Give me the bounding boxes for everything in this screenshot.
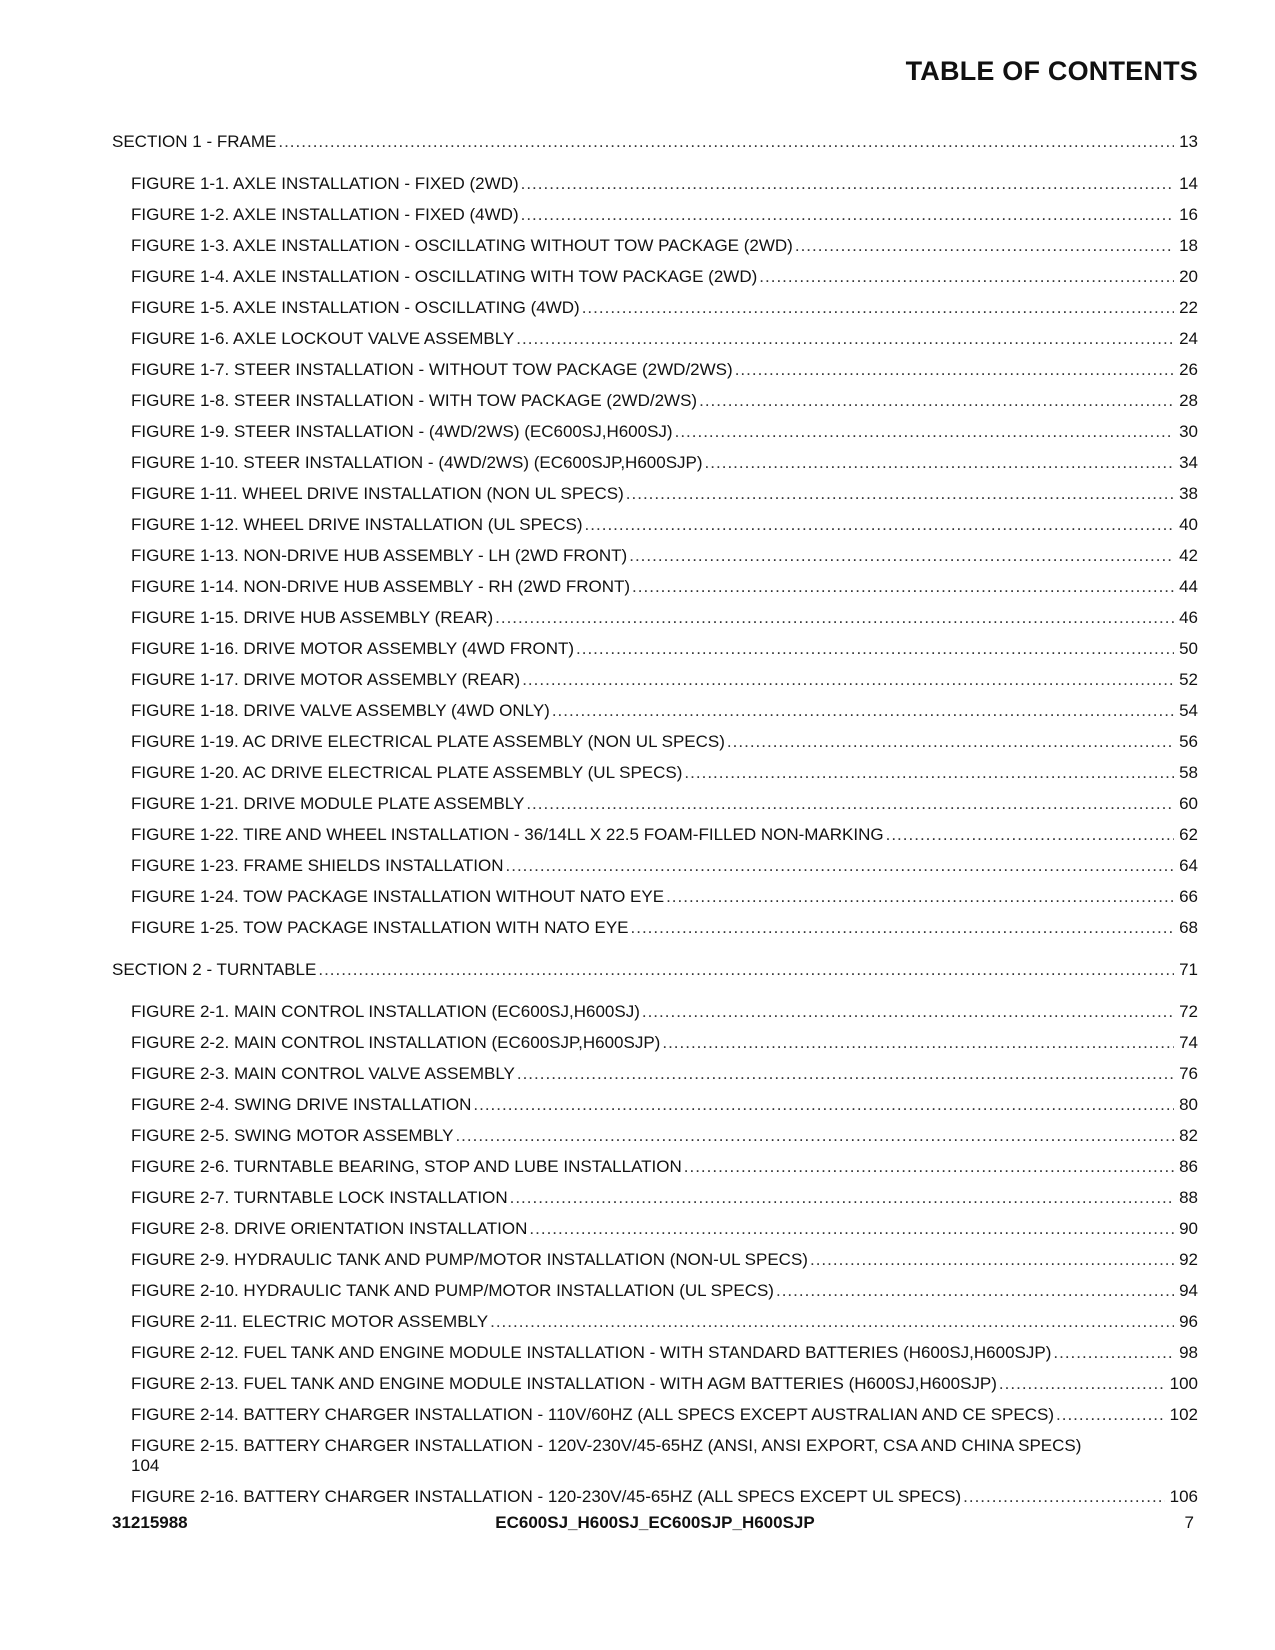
figure-leader-line (131, 1456, 1198, 1476)
figure-page-number: 106 (1169, 1487, 1198, 1506)
dot-leader (582, 298, 1174, 318)
toc-figure-entry[interactable] (112, 391, 1198, 411)
figure-label: FIGURE 1-25. TOW PACKAGE INSTALLATION WITH NATO EYE (131, 918, 629, 937)
toc-figure-entry[interactable] (112, 1002, 1198, 1022)
toc-figure-entry[interactable] (112, 701, 1198, 721)
figure-page-number: 42 (1179, 546, 1198, 565)
figure-page-number: 64 (1179, 856, 1198, 875)
dot-leader (963, 1487, 1165, 1507)
page-footer (112, 1513, 1198, 1535)
toc-figure-entry[interactable] (112, 856, 1198, 876)
page-number: 7 (1184, 1513, 1194, 1532)
figure-page-number: 80 (1179, 1095, 1198, 1114)
dot-leader (526, 794, 1174, 814)
dot-leader (626, 484, 1174, 504)
figure-label: FIGURE 1-15. DRIVE HUB ASSEMBLY (REAR) (131, 608, 494, 627)
toc-figure-entry[interactable] (112, 1436, 1198, 1476)
dot-leader (1056, 1405, 1165, 1425)
dot-leader (629, 546, 1174, 566)
dot-leader (675, 422, 1174, 442)
dot-leader (666, 887, 1174, 907)
dot-leader (1053, 1343, 1174, 1363)
figure-page-number: 102 (1169, 1405, 1198, 1424)
dot-leader (495, 608, 1174, 628)
figure-page-number: 50 (1179, 639, 1198, 658)
toc-figure-entry[interactable] (112, 298, 1198, 318)
toc-figure-entry[interactable] (112, 267, 1198, 287)
figure-page-number: 88 (1179, 1188, 1198, 1207)
figure-label: FIGURE 1-19. AC DRIVE ELECTRICAL PLATE ASSEMBLY (NON UL SPECS) (131, 732, 725, 751)
toc-figure-entry[interactable] (112, 1312, 1198, 1332)
figure-page-number: 94 (1179, 1281, 1198, 1300)
toc-figure-entry[interactable] (112, 639, 1198, 659)
figure-page-number: 100 (1169, 1374, 1198, 1393)
dot-leader (727, 732, 1174, 752)
toc-figure-entry[interactable] (112, 577, 1198, 597)
toc-figure-entry[interactable] (112, 1250, 1198, 1270)
dot-leader (662, 1033, 1174, 1053)
section-label: SECTION 2 - TURNTABLE (112, 960, 317, 979)
figure-label: FIGURE 2-10. HYDRAULIC TANK AND PUMP/MOTOR INSTALLATION (UL SPECS) (131, 1281, 774, 1300)
dot-leader (473, 1095, 1174, 1115)
figure-label: FIGURE 1-6. AXLE LOCKOUT VALVE ASSEMBLY (131, 329, 515, 348)
dot-leader (510, 1188, 1174, 1208)
toc-figure-entry[interactable] (112, 484, 1198, 504)
toc-figure-entry[interactable] (112, 1343, 1198, 1363)
table-of-contents (112, 132, 1198, 1518)
toc-figure-entry[interactable] (112, 670, 1198, 690)
section-gap (112, 949, 1198, 960)
figure-label: FIGURE 1-7. STEER INSTALLATION - WITHOUT TOW PACKAGE (2WD/2WS) (131, 360, 733, 379)
figure-label: FIGURE 2-5. SWING MOTOR ASSEMBLY (131, 1126, 454, 1145)
figure-page-number: 22 (1179, 298, 1198, 317)
toc-figure-entry[interactable] (112, 453, 1198, 473)
toc-figure-entry[interactable] (112, 236, 1198, 256)
dot-leader (642, 1002, 1174, 1022)
figure-label: FIGURE 1-24. TOW PACKAGE INSTALLATION WITHOUT NATO EYE (131, 887, 665, 906)
section-page-number: 71 (1179, 960, 1198, 979)
figure-label: FIGURE 1-18. DRIVE VALVE ASSEMBLY (4WD ONLY) (131, 701, 550, 720)
toc-figure-entry[interactable] (112, 1487, 1198, 1507)
figure-label: FIGURE 2-12. FUEL TANK AND ENGINE MODULE INSTALLATION - WITH STANDARD BATTERIES (H600SJ,H600SJP) (131, 1343, 1052, 1362)
toc-figure-entry[interactable] (112, 1033, 1198, 1053)
figure-page-number: 38 (1179, 484, 1198, 503)
toc-figure-entry[interactable] (112, 1281, 1198, 1301)
toc-figure-entry[interactable] (112, 1405, 1198, 1425)
toc-figure-entry[interactable] (112, 1188, 1198, 1208)
toc-figure-entry[interactable] (112, 1374, 1198, 1394)
figure-label: FIGURE 1-10. STEER INSTALLATION - (4WD/2WS) (EC600SJP,H600SJP) (131, 453, 703, 472)
figure-page-number: 14 (1179, 174, 1198, 193)
figure-label: FIGURE 1-12. WHEEL DRIVE INSTALLATION (UL SPECS) (131, 515, 583, 534)
toc-figure-entry[interactable] (112, 1064, 1198, 1084)
section-page-number: 13 (1179, 132, 1198, 151)
figure-page-number: 60 (1179, 794, 1198, 813)
figure-page-number: 30 (1179, 422, 1198, 441)
toc-figure-entry[interactable] (112, 1095, 1198, 1115)
dot-leader (631, 918, 1175, 938)
toc-figure-entry[interactable] (112, 174, 1198, 194)
figure-label: FIGURE 1-13. NON-DRIVE HUB ASSEMBLY - LH (2WD FRONT) (131, 546, 628, 565)
figure-page-number: 98 (1179, 1343, 1198, 1362)
figure-page-number: 76 (1179, 1064, 1198, 1083)
figure-label: FIGURE 2-6. TURNTABLE BEARING, STOP AND LUBE INSTALLATION (131, 1157, 682, 1176)
dot-leader (455, 1126, 1174, 1146)
toc-figure-entry[interactable] (112, 1126, 1198, 1146)
figure-page-number: 54 (1179, 701, 1198, 720)
figure-label: FIGURE 1-2. AXLE INSTALLATION - FIXED (4WD) (131, 205, 519, 224)
figure-label: FIGURE 1-3. AXLE INSTALLATION - OSCILLATING WITHOUT TOW PACKAGE (2WD) (131, 236, 793, 255)
toc-figure-entry[interactable] (112, 918, 1198, 938)
toc-figure-entry[interactable] (112, 1157, 1198, 1177)
figure-page-number: 40 (1179, 515, 1198, 534)
figure-page-number: 86 (1179, 1157, 1198, 1176)
document-number: 31215988 (112, 1513, 188, 1532)
figure-label: FIGURE 2-16. BATTERY CHARGER INSTALLATION - 120-230V/45-65HZ (ALL SPECS EXCEPT UL SPECS) (131, 1487, 962, 1506)
figure-label: FIGURE 1-16. DRIVE MOTOR ASSEMBLY (4WD FRONT) (131, 639, 575, 658)
dot-leader (810, 1250, 1174, 1270)
dot-leader (576, 639, 1174, 659)
figure-label: FIGURE 1-14. NON-DRIVE HUB ASSEMBLY - RH (2WD FRONT) (131, 577, 631, 596)
figure-label: FIGURE 2-15. BATTERY CHARGER INSTALLATION - 120V-230V/45-65HZ (ANSI, ANSI EXPORT, CSA AND CHINA SPECS) (131, 1436, 1082, 1455)
figure-page-number: 96 (1179, 1312, 1198, 1331)
dot-leader (490, 1312, 1174, 1332)
toc-figure-entry[interactable] (112, 360, 1198, 380)
figure-page-number: 56 (1179, 732, 1198, 751)
dot-leader (278, 132, 1174, 152)
figure-page-number: 46 (1179, 608, 1198, 627)
dot-leader (517, 1064, 1174, 1084)
dot-leader (552, 701, 1174, 721)
toc-section-entry[interactable] (112, 960, 1198, 980)
toc-figure-entry[interactable] (112, 515, 1198, 535)
figure-label: FIGURE 2-1. MAIN CONTROL INSTALLATION (EC600SJ,H600SJ) (131, 1002, 640, 1021)
dot-leader (699, 391, 1174, 411)
toc-figure-entry[interactable] (112, 546, 1198, 566)
dot-leader (506, 856, 1175, 876)
toc-figure-entry[interactable] (112, 1219, 1198, 1239)
figure-label: FIGURE 2-3. MAIN CONTROL VALVE ASSEMBLY (131, 1064, 515, 1083)
figure-label: FIGURE 1-17. DRIVE MOTOR ASSEMBLY (REAR) (131, 670, 521, 689)
dot-leader (684, 1157, 1174, 1177)
figure-page-number: 52 (1179, 670, 1198, 689)
toc-figure-entry[interactable] (112, 205, 1198, 225)
dot-leader (705, 453, 1175, 473)
dot-leader (529, 1219, 1174, 1239)
figure-label: FIGURE 1-5. AXLE INSTALLATION - OSCILLATING (4WD) (131, 298, 580, 317)
dot-leader (684, 763, 1174, 783)
section-label: SECTION 1 - FRAME (112, 132, 277, 151)
figure-label: FIGURE 2-13. FUEL TANK AND ENGINE MODULE INSTALLATION - WITH AGM BATTERIES (H600SJ,H600SJP) (131, 1374, 997, 1393)
figure-page-number: 26 (1179, 360, 1198, 379)
figure-label: FIGURE 1-8. STEER INSTALLATION - WITH TOW PACKAGE (2WD/2WS) (131, 391, 698, 410)
figure-page-number: 66 (1179, 887, 1198, 906)
figure-label: FIGURE 1-20. AC DRIVE ELECTRICAL PLATE ASSEMBLY (UL SPECS) (131, 763, 683, 782)
figure-page-number: 34 (1179, 453, 1198, 472)
figure-label: FIGURE 1-9. STEER INSTALLATION - (4WD/2WS) (EC600SJ,H600SJ) (131, 422, 673, 441)
toc-figure-entry[interactable] (112, 422, 1198, 442)
figure-label: FIGURE 1-22. TIRE AND WHEEL INSTALLATION - 36/14LL X 22.5 FOAM-FILLED NON-MARKING (131, 825, 884, 844)
figure-label: FIGURE 1-11. WHEEL DRIVE INSTALLATION (NON UL SPECS) (131, 484, 624, 503)
figure-label: FIGURE 1-4. AXLE INSTALLATION - OSCILLATING WITH TOW PACKAGE (2WD) (131, 267, 758, 286)
figure-label: FIGURE 1-21. DRIVE MODULE PLATE ASSEMBLY (131, 794, 525, 813)
figure-page-number: 16 (1179, 205, 1198, 224)
figure-page-number: 72 (1179, 1002, 1198, 1021)
dot-leader (632, 577, 1174, 597)
toc-figure-entry[interactable] (112, 608, 1198, 628)
dot-leader (795, 236, 1174, 256)
figure-page-number: 104 (131, 1456, 160, 1475)
toc-figure-entry[interactable] (112, 794, 1198, 814)
figure-page-number: 44 (1179, 577, 1198, 596)
toc-figure-entry[interactable] (112, 887, 1198, 907)
toc-section-entry[interactable] (112, 132, 1198, 152)
figure-label: FIGURE 2-8. DRIVE ORIENTATION INSTALLATION (131, 1219, 528, 1238)
dot-leader (318, 960, 1174, 980)
figure-page-number: 92 (1179, 1250, 1198, 1269)
figure-label: FIGURE 2-2. MAIN CONTROL INSTALLATION (EC600SJP,H600SJP) (131, 1033, 661, 1052)
figure-label: FIGURE 2-7. TURNTABLE LOCK INSTALLATION (131, 1188, 508, 1207)
figure-page-number: 20 (1179, 267, 1198, 286)
page-title: TABLE OF CONTENTS (905, 56, 1198, 86)
model-numbers: EC600SJ_H600SJ_EC600SJP_H600SJP (495, 1513, 815, 1532)
toc-figure-entry[interactable] (112, 825, 1198, 845)
figure-label: FIGURE 1-1. AXLE INSTALLATION - FIXED (2WD) (131, 174, 519, 193)
figure-page-number: 68 (1179, 918, 1198, 937)
dot-leader (521, 174, 1174, 194)
figure-page-number: 18 (1179, 236, 1198, 255)
figure-page-number: 90 (1179, 1219, 1198, 1238)
toc-figure-entry[interactable] (112, 763, 1198, 783)
dot-leader (516, 329, 1174, 349)
figure-page-number: 28 (1179, 391, 1198, 410)
dot-leader (522, 670, 1174, 690)
dot-leader (759, 267, 1174, 287)
dot-leader (735, 360, 1174, 380)
figure-page-number: 82 (1179, 1126, 1198, 1145)
dot-leader (776, 1281, 1174, 1301)
figure-label: FIGURE 2-14. BATTERY CHARGER INSTALLATION - 110V/60HZ (ALL SPECS EXCEPT AUSTRALIAN AND CE SPECS) (131, 1405, 1054, 1424)
toc-figure-entry[interactable] (112, 732, 1198, 752)
toc-figure-entry[interactable] (112, 329, 1198, 349)
figure-label: FIGURE 2-11. ELECTRIC MOTOR ASSEMBLY (131, 1312, 489, 1331)
figure-label: FIGURE 2-4. SWING DRIVE INSTALLATION (131, 1095, 472, 1114)
dot-leader (999, 1374, 1165, 1394)
figure-page-number: 58 (1179, 763, 1198, 782)
dot-leader (585, 515, 1175, 535)
dot-leader (886, 825, 1174, 845)
figure-label: FIGURE 2-9. HYDRAULIC TANK AND PUMP/MOTOR INSTALLATION (NON-UL SPECS) (131, 1250, 808, 1269)
figure-page-number: 24 (1179, 329, 1198, 348)
dot-leader (521, 205, 1174, 225)
figure-page-number: 74 (1179, 1033, 1198, 1052)
figure-page-number: 62 (1179, 825, 1198, 844)
figure-label: FIGURE 1-23. FRAME SHIELDS INSTALLATION (131, 856, 504, 875)
